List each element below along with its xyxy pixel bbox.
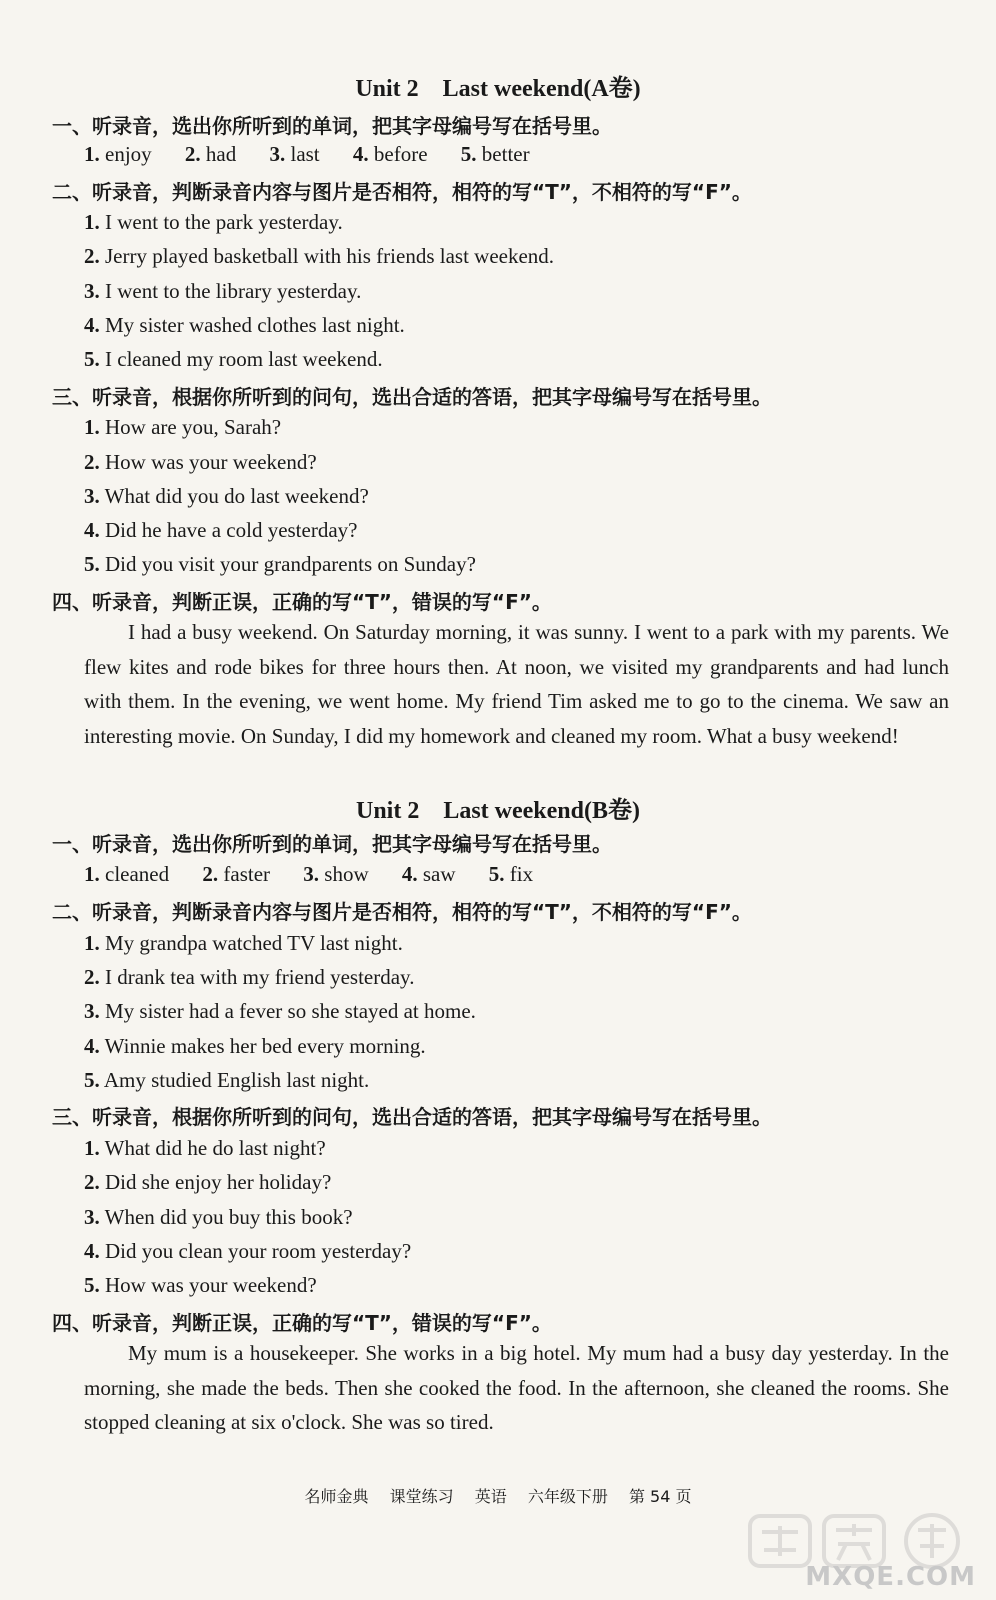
word-item: 2. faster	[202, 862, 271, 886]
unit-b-word-list	[84, 862, 561, 887]
page-number: 第 54 页	[628, 1487, 692, 1506]
list-item: 2. Did she enjoy her holiday?	[84, 1170, 332, 1194]
unit-b-section-4-heading: 四、听录音，判断正误，正确的写“T”，错误的写“F”。	[52, 1311, 552, 1335]
footer-grade: 六年级下册	[527, 1487, 608, 1506]
list-item: 3. My sister had a fever so she stayed at home.	[84, 999, 476, 1023]
footer-brand: 名师金典	[304, 1487, 369, 1506]
unit-b-passage: My mum is a housekeeper. She works in a big hotel. My mum had a busy day yesterday. In the morning, she made the beds. Then she cooked the food. In the afternoon, she cleaned the rooms. She stopped cleaning at six o'clock. She was so tired.	[84, 1341, 949, 1434]
unit-b-section-3-heading: 三、听录音，根据你所听到的问句，选出合适的答语，把其字母编号写在括号里。	[52, 1105, 772, 1129]
unit-a-passage: I had a busy weekend. On Saturday morning, it was sunny. I went to a park with my parents. We flew kites and rode bikes for three hours then. At noon, we visited my grandparents and had lunch with them. In the evening, we went home. My friend Tim asked me to go to the cinema. We saw an interesting movie. On Sunday, I did my homework and cleaned my room. What a busy weekend!	[84, 620, 949, 748]
unit-a-word-list	[84, 142, 558, 167]
list-item: 1. How are you, Sarah?	[84, 415, 282, 439]
list-item: 5. How was your weekend?	[84, 1273, 317, 1297]
list-item: 3. I went to the library yesterday.	[84, 279, 362, 303]
unit-b-section-1-heading: 一、听录音，选出你所听到的单词，把其字母编号写在括号里。	[52, 832, 612, 856]
word-item: 4. before	[352, 142, 428, 166]
unit-a-title: Unit 2 Last weekend(A卷)	[355, 76, 641, 102]
list-item: 5. Amy studied English last night.	[84, 1068, 370, 1092]
list-item: 4. Did you clean your room yesterday?	[84, 1239, 412, 1263]
list-item: 4. Winnie makes her bed every morning.	[84, 1034, 426, 1058]
list-item: 5. I cleaned my room last weekend.	[84, 347, 383, 371]
list-item: 2. Jerry played basketball with his friends last weekend.	[84, 244, 555, 268]
list-item: 2. How was your weekend?	[84, 450, 317, 474]
list-item: 3. When did you buy this book?	[84, 1205, 353, 1229]
list-item: 4. My sister washed clothes last night.	[84, 313, 405, 337]
word-item: 3. show	[303, 862, 369, 886]
word-item: 2. had	[184, 142, 237, 166]
page-footer	[0, 1484, 996, 1507]
list-item: 5. Did you visit your grandparents on Sunday?	[84, 552, 476, 576]
unit-a-section-3-heading: 三、听录音，根据你所听到的问句，选出合适的答语，把其字母编号写在括号里。	[52, 385, 772, 409]
unit-b-title: Unit 2 Last weekend(B卷)	[355, 798, 640, 824]
word-item: 1. enjoy	[84, 142, 152, 166]
list-item: 1. My grandpa watched TV last night.	[84, 931, 403, 955]
footer-series: 课堂练习	[389, 1487, 454, 1506]
list-item: 3. What did you do last weekend?	[84, 484, 369, 508]
word-item: 1. cleaned	[84, 862, 170, 886]
list-item: 4. Did he have a cold yesterday?	[84, 518, 358, 542]
footer-subject: 英语	[474, 1487, 507, 1506]
unit-b-section-2-heading: 二、听录音，判断录音内容与图片是否相符，相符的写“T”，不相符的写“F”。	[52, 900, 752, 924]
word-item: 5. fix	[488, 862, 534, 886]
list-item: 2. I drank tea with my friend yesterday.	[84, 965, 415, 989]
list-item: 1. I went to the park yesterday.	[84, 210, 343, 234]
unit-a-section-2-heading: 二、听录音，判断录音内容与图片是否相符，相符的写“T”，不相符的写“F”。	[52, 180, 752, 204]
unit-a-section-4-heading: 四、听录音，判断正误，正确的写“T”，错误的写“F”。	[52, 590, 552, 614]
unit-a-section-1-heading: 一、听录音，选出你所听到的单词，把其字母编号写在括号里。	[52, 114, 612, 138]
word-item: 5. better	[460, 142, 530, 166]
word-item: 3. last	[269, 142, 320, 166]
watermark-text: MXQE.COM	[805, 1562, 976, 1592]
word-item: 4. saw	[401, 862, 456, 886]
list-item: 1. What did he do last night?	[84, 1136, 326, 1160]
